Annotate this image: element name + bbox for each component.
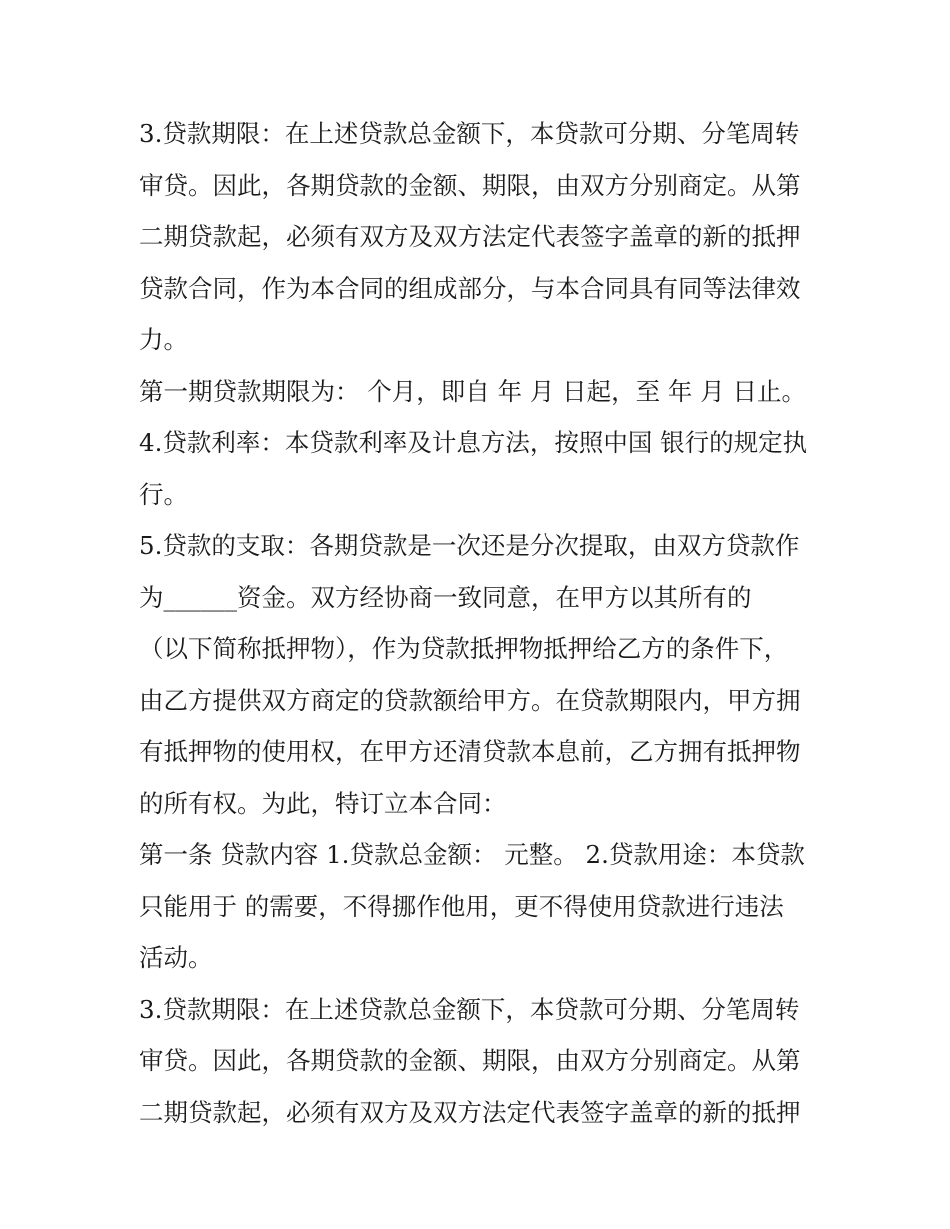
text-line: 4.贷款利率：本贷款利率及计息方法，按照中国 银行的规定执	[139, 428, 808, 457]
text-line: 只能用于 的需要，不得挪作他用，更不得使用贷款进行违法	[139, 891, 784, 921]
text-segment: 资金。双方经协商一致同意，在甲方以其所有的	[237, 582, 752, 612]
text-line: 第一期贷款期限为： 个月，即自 年 月 日起，至 年 月 日止。	[139, 376, 807, 406]
text-line: 的所有权。为此，特订立本合同：	[139, 788, 507, 818]
text-line: 行。	[139, 479, 188, 509]
fill-in-blank: ______	[163, 582, 237, 612]
text-segment: 为	[139, 582, 164, 612]
text-line: 二期贷款起，必须有双方及双方法定代表签字盖章的新的抵押	[139, 222, 801, 251]
text-line: 由乙方提供双方商定的贷款额给甲方。在贷款期限内，甲方拥	[139, 685, 801, 715]
text-line: 力。	[139, 325, 188, 354]
text-line: 3.贷款期限：在上述贷款总金额下，本贷款可分期、分笔周转	[139, 119, 800, 148]
text-line: 二期贷款起，必须有双方及双方法定代表签字盖章的新的抵押	[139, 1097, 801, 1127]
text-line-with-blank	[139, 572, 819, 624]
document-body	[139, 108, 819, 1138]
text-line: 3.贷款期限：在上述贷款总金额下，本贷款可分期、分笔周转	[139, 994, 800, 1024]
text-line: 贷款合同，作为本合同的组成部分，与本合同具有同等法律效	[139, 273, 801, 303]
text-line: 5.贷款的支取：各期贷款是一次还是分次提取，由双方贷款作	[139, 531, 800, 560]
text-line: 第一条 贷款内容 1.贷款总金额： 元整。 2.贷款用途：本贷款	[139, 840, 805, 869]
text-line: 审贷。因此，各期贷款的金额、期限，由双方分别商定。从第	[139, 170, 801, 200]
text-line: （以下简称抵押物），作为贷款抵押物抵押给乙方的条件下，	[139, 634, 789, 663]
text-line: 有抵押物的使用权，在甲方还清贷款本息前，乙方拥有抵押物	[139, 737, 801, 766]
text-line: 活动。	[139, 943, 213, 972]
text-line: 审贷。因此，各期贷款的金额、期限，由双方分别商定。从第	[139, 1046, 801, 1075]
